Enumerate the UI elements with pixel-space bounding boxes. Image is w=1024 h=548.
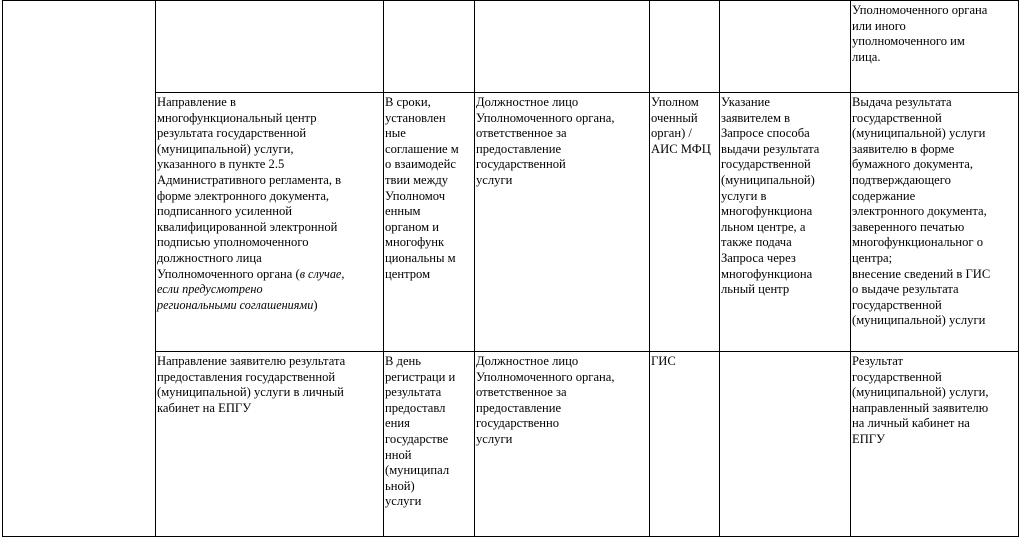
table-cell-result: Уполномоченного органа или иного уполномоченного им лица. xyxy=(851,1,1019,93)
table-row xyxy=(3,93,1019,352)
table-cell-result: Выдача результата государственной (муниципальной) услуги заявителю в форме бумажного документа, подтверждающего содержание электронного документа, заверенного печатью многофункциональног о центра; внесение сведений в ГИС о выдаче результата государственной (муниципальной) услуги xyxy=(851,93,1019,352)
cell-text-tail: ) xyxy=(313,297,318,312)
table-cell xyxy=(156,1,384,93)
table-cell-deadline: В день регистраци и результата предоставл ения государстве нной (муниципал ьной) услуги xyxy=(384,352,475,537)
table-cell xyxy=(475,1,650,93)
table-cell-responsible: Должностное лицо Уполномоченного органа, ответственное за предоставление государственно услуги xyxy=(475,352,650,537)
document-page xyxy=(2,0,1018,546)
cell-italic-note: в случае, если предусмотрено региональными соглашениями xyxy=(157,266,345,312)
table-cell-action: Направление заявителю результата предоставления государственной (муниципальной) услуги в личный кабинет на ЕПГУ xyxy=(156,352,384,537)
table-cell xyxy=(384,1,475,93)
table-cell-deadline: В сроки, установлен ные соглашение м о взаимодейс твии между Уполномоч енным органом и многофунк циональны м центром xyxy=(384,93,475,352)
table-cell-result: Результат государственной (муниципальной) услуги, направленный заявителю на личный кабинет на ЕПГУ xyxy=(851,352,1019,537)
table-row xyxy=(3,1,1019,93)
table-cell xyxy=(3,1,156,537)
table-cell-responsible: Должностное лицо Уполномоченного органа, ответственное за предоставление государственной услуги xyxy=(475,93,650,352)
table-cell xyxy=(650,1,720,93)
table-cell-criteria: Указание заявителем в Запросе способа выдачи результата государственной (муниципальной) услуги в многофункциона льном центре, а также подача Запроса через многофункциона льный центр xyxy=(720,93,851,352)
table-row xyxy=(3,352,1019,537)
table-cell-system: Уполном оченный орган) / АИС МФЦ xyxy=(650,93,720,352)
table-cell-system: ГИС xyxy=(650,352,720,537)
table-cell xyxy=(720,1,851,93)
table-cell-criteria xyxy=(720,352,851,537)
cell-text: Направление в многофункциональный центр результата государственной (муниципальной) услуги, указанного в пункте 2.5 Административного регламента, в форме электронного документа, подписанного усиленной квалифицированной электронной подписью уполномоченного должностного лица Уполномоченного органа ( xyxy=(157,95,342,281)
procedure-table xyxy=(2,0,1019,537)
table-cell-action xyxy=(156,93,384,352)
